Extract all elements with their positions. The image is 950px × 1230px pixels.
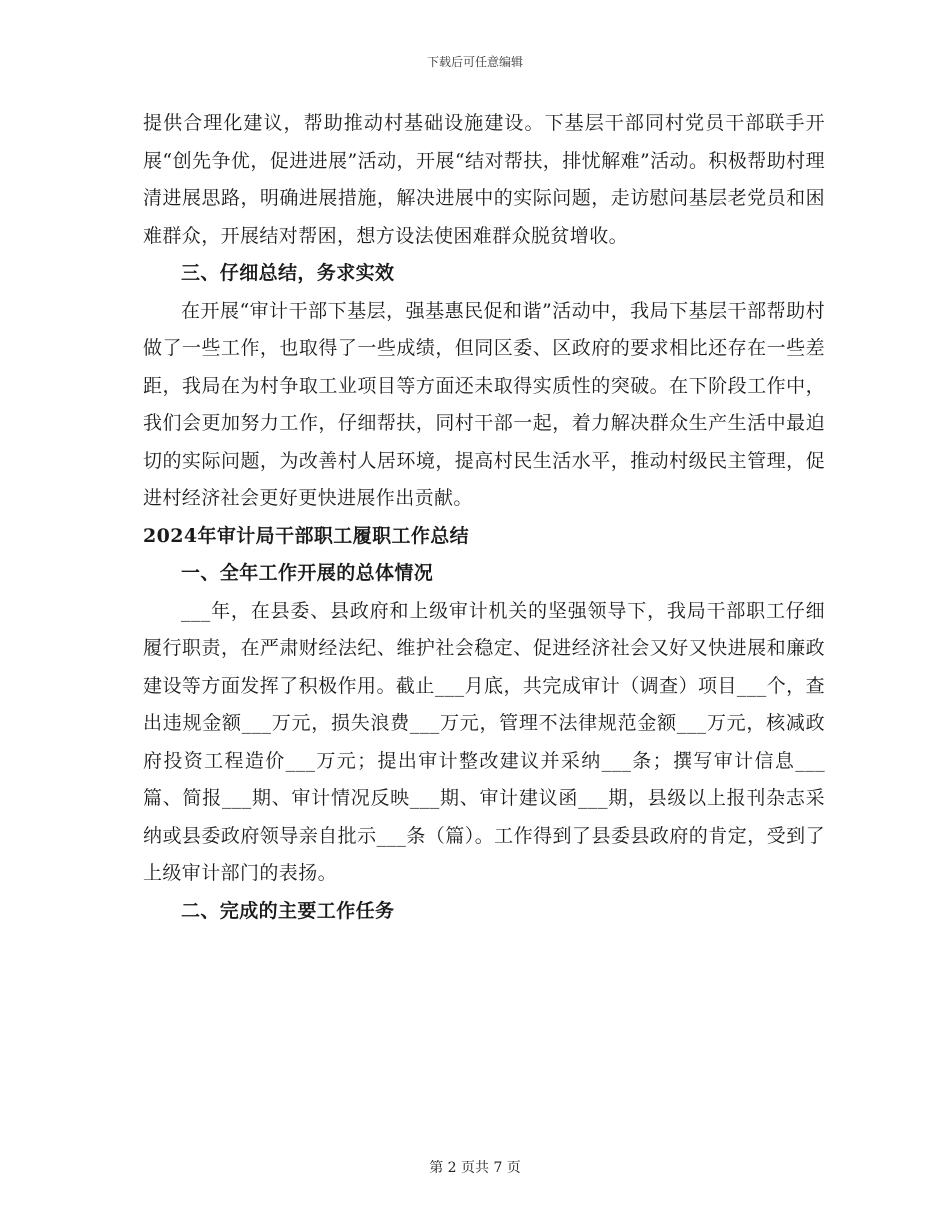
paragraph-summary: 在开展“审计干部下基层，强基惠民促和谐”活动中，我局下基层干部帮助村做了一些工作，也取得了一些成绩，但同区委、区政府的要求相比还存在一些差距，我局在为村争取工业项目等方面还未取得实质性的突破。在下阶段工作中，我们会更加努力工作，仔细帮扶，同村干部一起，着力解决群众生产生活中最迫切的实际问题，为改善村人居环境，提高村民生活水平，推动村级民主管理，促进村经济社会更好更快进展作出贡献。 [143,299,825,509]
document-body [143,105,825,930]
section-heading-2: 二、完成的主要工作任务 [181,899,395,922]
paragraph-continuation: 提供合理化建议，帮助推动村基础设施建设。下基层干部同村党员干部联手开展“创先争优，促进进展”活动，开展“结对帮扶，排忧解难”活动。积极帮助村理清进展思路，明确进展措施，解决进展中的实际问题，走访慰问基层老党员和困难群众，开展结对帮困，想方设法使困难群众脱贫增收。 [143,112,825,247]
paragraph-overview: ___年，在县委、县政府和上级审计机关的坚强领导下，我局干部职工仔细履行职责，在严肃财经法纪、维护社会稳定、促进经济社会又好又快进展和廉政建设等方面发挥了积极作用。截止___月底，共完成审计（调查）项目___个，查出违规金额___万元，损失浪费___万元，管理不法律规范金额___万元，核减政府投资工程造价___万元；提出审计整改建议并采纳___条；撰写审计信息___篇、简报___期、审计情况反映___期、审计建议函___期，县级以上报刊杂志采纳或县委政府领导亲自批示___条（篇）。工作得到了县委县政府的肯定，受到了上级审计部门的表扬。 [143,599,825,884]
document-title: 2024年审计局干部职工履职工作总结 [143,524,470,547]
section-heading-3: 三、仔细总结，务求实效 [181,262,395,284]
section-heading-1: 一、全年工作开展的总体情况 [181,562,434,584]
page-footer: 第 2 页共 7 页 [429,1160,521,1176]
page-header: 下载后可任意编辑 [426,55,523,69]
